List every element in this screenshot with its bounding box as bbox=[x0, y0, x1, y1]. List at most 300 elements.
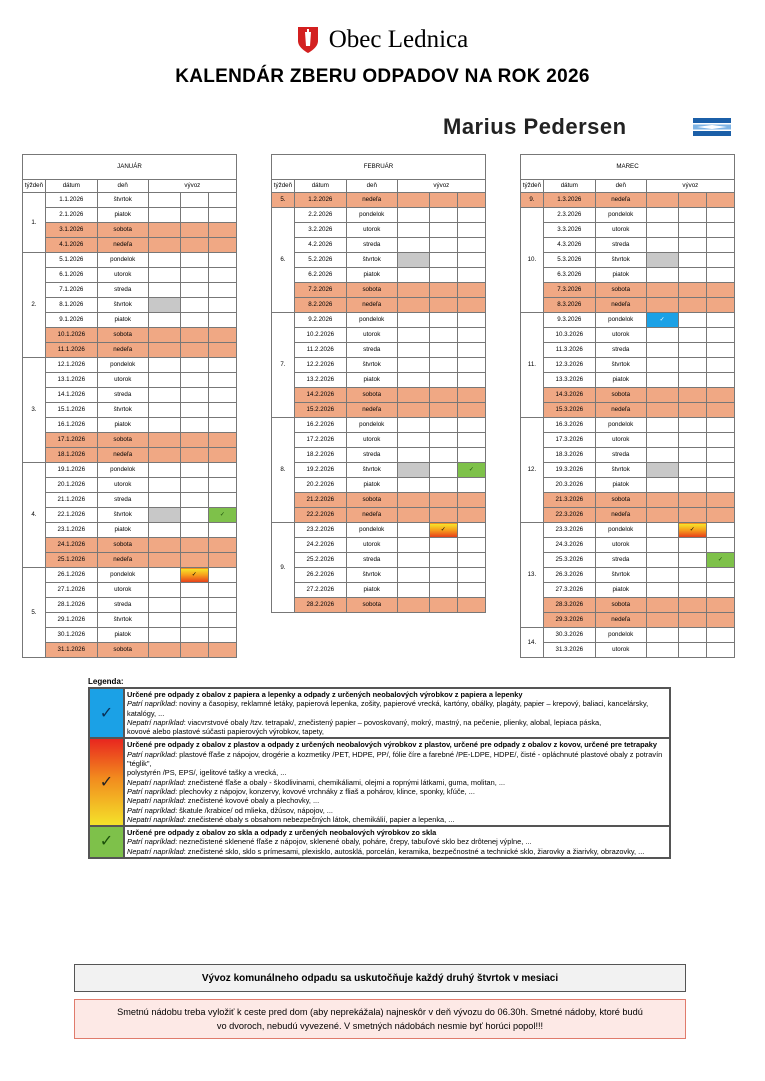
pickup-cell bbox=[208, 493, 236, 508]
date-cell: 10.2.2026 bbox=[294, 328, 346, 343]
date-cell: 25.3.2026 bbox=[543, 553, 595, 568]
pickup-cell bbox=[457, 418, 485, 433]
pickup-cell bbox=[457, 358, 485, 373]
day-cell: utorok bbox=[346, 433, 397, 448]
calendar-row bbox=[272, 283, 486, 298]
pickup-cell bbox=[148, 208, 180, 223]
calendar-row bbox=[23, 643, 237, 658]
legend-desc: : znečistené kovové obaly a plechovky, ... bbox=[183, 796, 320, 806]
date-cell: 22.1.2026 bbox=[45, 508, 97, 523]
calendar-row bbox=[23, 508, 237, 523]
date-cell: 7.2.2026 bbox=[294, 283, 346, 298]
pickup-cell bbox=[457, 238, 485, 253]
calendar-row bbox=[23, 478, 237, 493]
pickup-cell bbox=[457, 583, 485, 598]
date-cell: 15.2.2026 bbox=[294, 403, 346, 418]
day-cell: utorok bbox=[595, 538, 646, 553]
calendar-row bbox=[23, 388, 237, 403]
day-cell: utorok bbox=[346, 538, 397, 553]
legend-line bbox=[127, 837, 667, 846]
pickup-cell bbox=[706, 253, 734, 268]
calendar-row bbox=[272, 448, 486, 463]
date-cell: 28.3.2026 bbox=[543, 598, 595, 613]
day-cell: sobota bbox=[595, 598, 646, 613]
day-cell: piatok bbox=[97, 208, 148, 223]
date-cell: 11.3.2026 bbox=[543, 343, 595, 358]
pickup-cell bbox=[180, 628, 208, 643]
pickup-cell bbox=[180, 493, 208, 508]
day-cell: sobota bbox=[346, 598, 397, 613]
pickup-cell bbox=[678, 568, 706, 583]
calendar-row bbox=[23, 583, 237, 598]
date-cell: 12.3.2026 bbox=[543, 358, 595, 373]
pickup-cell bbox=[397, 223, 429, 238]
pickup-cell bbox=[429, 508, 457, 523]
month-title: MAREC bbox=[521, 155, 735, 180]
pickup-cell bbox=[678, 613, 706, 628]
day-cell: nedeľa bbox=[346, 298, 397, 313]
pickup-cell bbox=[678, 238, 706, 253]
calendar-row bbox=[23, 598, 237, 613]
pickup-cell bbox=[397, 268, 429, 283]
date-cell: 31.3.2026 bbox=[543, 643, 595, 658]
pickup-cell bbox=[208, 418, 236, 433]
pickup-cell bbox=[180, 598, 208, 613]
date-cell: 6.3.2026 bbox=[543, 268, 595, 283]
date-cell: 28.1.2026 bbox=[45, 598, 97, 613]
pickup-cell bbox=[646, 418, 678, 433]
pickup-cell bbox=[678, 598, 706, 613]
pickup-cell bbox=[148, 283, 180, 298]
day-cell: piatok bbox=[97, 628, 148, 643]
legend-term: Patrí napríklad bbox=[127, 699, 176, 709]
pickup-cell bbox=[429, 223, 457, 238]
pickup-cell bbox=[706, 538, 734, 553]
pickup-cell bbox=[706, 418, 734, 433]
pickup-cell bbox=[180, 328, 208, 343]
pickup-cell bbox=[208, 538, 236, 553]
date-cell: 19.1.2026 bbox=[45, 463, 97, 478]
week-number: 3. bbox=[23, 358, 46, 463]
pickup-cell bbox=[706, 268, 734, 283]
week-number: 9. bbox=[272, 523, 295, 613]
waste-marker bbox=[646, 253, 678, 268]
pickup-cell bbox=[457, 448, 485, 463]
day-cell: streda bbox=[595, 343, 646, 358]
calendar-row bbox=[521, 343, 735, 358]
pickup-cell bbox=[208, 448, 236, 463]
week-number: 5. bbox=[23, 568, 46, 658]
week-number: 12. bbox=[521, 418, 544, 523]
day-cell: utorok bbox=[346, 328, 397, 343]
pickup-cell bbox=[706, 388, 734, 403]
week-number: 14. bbox=[521, 628, 544, 658]
pickup-cell bbox=[706, 403, 734, 418]
day-cell: piatok bbox=[346, 583, 397, 598]
pickup-cell bbox=[180, 643, 208, 658]
calendar-row bbox=[272, 463, 486, 478]
calendar-row bbox=[521, 523, 735, 538]
date-cell: 24.1.2026 bbox=[45, 538, 97, 553]
calendar-row bbox=[23, 373, 237, 388]
pickup-cell bbox=[180, 583, 208, 598]
pickup-cell bbox=[646, 388, 678, 403]
legend-label: Legenda: bbox=[88, 677, 124, 686]
date-cell: 18.1.2026 bbox=[45, 448, 97, 463]
date-cell: 8.3.2026 bbox=[543, 298, 595, 313]
calendar-row bbox=[23, 193, 237, 208]
pickup-cell bbox=[148, 373, 180, 388]
date-cell: 25.2.2026 bbox=[294, 553, 346, 568]
legend-desc: : viacvrstvové obaly /tzv. tetrapak/, znečistený papier – povoskovaný, mokrý, mastný, na pečenie, plienky, alobal, lepiaca páska, bbox=[183, 717, 602, 727]
pickup-cell bbox=[429, 598, 457, 613]
calendar-row bbox=[521, 268, 735, 283]
pickup-cell bbox=[397, 193, 429, 208]
date-cell: 15.3.2026 bbox=[543, 403, 595, 418]
legend-line bbox=[127, 806, 667, 815]
glass-check-icon: ✓ bbox=[706, 553, 734, 568]
pickup-cell bbox=[148, 493, 180, 508]
municipality-header bbox=[0, 22, 765, 58]
calendar-row bbox=[23, 343, 237, 358]
calendar-row bbox=[23, 418, 237, 433]
day-cell: štvrtok bbox=[595, 358, 646, 373]
pickup-cell bbox=[208, 388, 236, 403]
day-cell: sobota bbox=[595, 493, 646, 508]
day-cell: piatok bbox=[595, 478, 646, 493]
date-cell: 1.1.2026 bbox=[45, 193, 97, 208]
pickup-cell bbox=[457, 283, 485, 298]
pickup-cell bbox=[397, 583, 429, 598]
pickup-cell bbox=[429, 268, 457, 283]
calendar-row bbox=[23, 268, 237, 283]
date-cell: 3.1.2026 bbox=[45, 223, 97, 238]
calendar-row bbox=[521, 298, 735, 313]
pickup-cell bbox=[397, 493, 429, 508]
day-cell: pondelok bbox=[97, 463, 148, 478]
date-cell: 29.1.2026 bbox=[45, 613, 97, 628]
legend-line: Určené pre odpady z obalov z papiera a lepenky a odpady z určených neobalových výrobkov z papiera a lepenky bbox=[127, 690, 523, 699]
plastic-check-icon: ✓ bbox=[429, 523, 457, 538]
calendar-row bbox=[521, 223, 735, 238]
week-number: 2. bbox=[23, 253, 46, 358]
calendar-row bbox=[23, 538, 237, 553]
pickup-cell bbox=[678, 418, 706, 433]
calendar-february bbox=[271, 154, 486, 613]
legend-line: polystyrén /PS, EPS/, igelitové tašky a vrecká, ... bbox=[127, 768, 287, 778]
pickup-cell bbox=[706, 208, 734, 223]
calendar-row bbox=[521, 583, 735, 598]
day-cell: utorok bbox=[595, 433, 646, 448]
pickup-cell bbox=[429, 253, 457, 268]
pickup-cell bbox=[706, 628, 734, 643]
legend-line bbox=[127, 699, 667, 718]
day-cell: utorok bbox=[595, 223, 646, 238]
calendar-row bbox=[23, 613, 237, 628]
pickup-cell bbox=[397, 208, 429, 223]
calendar-row bbox=[272, 493, 486, 508]
legend-item-glass bbox=[89, 826, 670, 858]
date-cell: 18.2.2026 bbox=[294, 448, 346, 463]
pickup-cell bbox=[429, 403, 457, 418]
pickup-cell bbox=[706, 613, 734, 628]
calendar-row bbox=[272, 268, 486, 283]
pickup-cell bbox=[397, 403, 429, 418]
pickup-cell bbox=[397, 313, 429, 328]
pickup-cell bbox=[148, 403, 180, 418]
pickup-cell bbox=[148, 478, 180, 493]
pickup-cell bbox=[429, 553, 457, 568]
calendar-row bbox=[23, 298, 237, 313]
day-cell: pondelok bbox=[346, 418, 397, 433]
pickup-cell bbox=[457, 523, 485, 538]
calendar-row bbox=[521, 193, 735, 208]
pickup-cell bbox=[180, 418, 208, 433]
pickup-cell bbox=[180, 253, 208, 268]
day-cell: štvrtok bbox=[346, 568, 397, 583]
col-week: týždeň bbox=[521, 180, 544, 193]
day-cell: pondelok bbox=[346, 208, 397, 223]
pickup-cell bbox=[397, 553, 429, 568]
date-cell: 3.3.2026 bbox=[543, 223, 595, 238]
pickup-cell bbox=[397, 418, 429, 433]
calendar-row bbox=[23, 253, 237, 268]
pickup-cell bbox=[148, 523, 180, 538]
week-number: 1. bbox=[23, 193, 46, 253]
pickup-cell bbox=[180, 238, 208, 253]
pickup-cell bbox=[180, 403, 208, 418]
date-cell: 20.1.2026 bbox=[45, 478, 97, 493]
pickup-cell bbox=[397, 298, 429, 313]
pickup-cell bbox=[208, 553, 236, 568]
pickup-cell bbox=[457, 268, 485, 283]
plastic-check-icon: ✓ bbox=[180, 568, 208, 583]
date-cell: 7.3.2026 bbox=[543, 283, 595, 298]
date-cell: 22.2.2026 bbox=[294, 508, 346, 523]
calendar-row bbox=[23, 628, 237, 643]
date-cell: 22.3.2026 bbox=[543, 508, 595, 523]
pickup-cell bbox=[678, 373, 706, 388]
week-number: 7. bbox=[272, 313, 295, 418]
date-cell: 24.3.2026 bbox=[543, 538, 595, 553]
pickup-cell bbox=[678, 283, 706, 298]
pickup-cell bbox=[429, 298, 457, 313]
pickup-cell bbox=[148, 463, 180, 478]
pickup-cell bbox=[208, 238, 236, 253]
date-cell: 18.3.2026 bbox=[543, 448, 595, 463]
pickup-cell bbox=[678, 493, 706, 508]
date-cell: 27.2.2026 bbox=[294, 583, 346, 598]
calendar-row bbox=[521, 388, 735, 403]
pickup-cell bbox=[457, 508, 485, 523]
pickup-cell bbox=[397, 373, 429, 388]
date-cell: 26.2.2026 bbox=[294, 568, 346, 583]
pickup-cell bbox=[148, 253, 180, 268]
col-week: týždeň bbox=[272, 180, 295, 193]
pickup-cell bbox=[678, 253, 706, 268]
pickup-cell bbox=[646, 478, 678, 493]
date-cell: 13.2.2026 bbox=[294, 373, 346, 388]
date-cell: 9.3.2026 bbox=[543, 313, 595, 328]
pickup-cell bbox=[706, 643, 734, 658]
company-name: Marius Pedersen bbox=[443, 114, 627, 139]
pickup-cell bbox=[397, 448, 429, 463]
legend-line bbox=[127, 847, 667, 856]
pickup-cell bbox=[706, 238, 734, 253]
calendar-row bbox=[272, 433, 486, 448]
day-cell: nedeľa bbox=[346, 403, 397, 418]
pickup-cell bbox=[397, 538, 429, 553]
legend-text-paper bbox=[124, 688, 670, 738]
waste-marker bbox=[646, 463, 678, 478]
pickup-cell bbox=[646, 613, 678, 628]
pickup-cell bbox=[646, 448, 678, 463]
pickup-cell bbox=[208, 328, 236, 343]
date-cell: 2.2.2026 bbox=[294, 208, 346, 223]
date-cell: 30.1.2026 bbox=[45, 628, 97, 643]
pickup-cell bbox=[397, 283, 429, 298]
pickup-cell bbox=[646, 583, 678, 598]
date-cell: 20.2.2026 bbox=[294, 478, 346, 493]
date-cell: 29.3.2026 bbox=[543, 613, 595, 628]
pickup-cell bbox=[678, 628, 706, 643]
pickup-cell bbox=[397, 388, 429, 403]
calendar-row bbox=[23, 448, 237, 463]
date-cell: 5.3.2026 bbox=[543, 253, 595, 268]
calendar-row bbox=[272, 193, 486, 208]
pickup-cell bbox=[208, 433, 236, 448]
day-cell: sobota bbox=[346, 283, 397, 298]
pickup-cell bbox=[706, 568, 734, 583]
pickup-cell bbox=[148, 238, 180, 253]
day-cell: piatok bbox=[346, 478, 397, 493]
day-cell: štvrtok bbox=[97, 508, 148, 523]
calendar-row bbox=[521, 463, 735, 478]
date-cell: 24.2.2026 bbox=[294, 538, 346, 553]
day-cell: štvrtok bbox=[97, 298, 148, 313]
calendar-row bbox=[23, 223, 237, 238]
pickup-cell bbox=[457, 553, 485, 568]
calendar-row bbox=[272, 358, 486, 373]
pickup-cell bbox=[646, 238, 678, 253]
pickup-cell bbox=[429, 418, 457, 433]
pickup-cell bbox=[706, 448, 734, 463]
col-pickup: vývoz bbox=[148, 180, 236, 193]
pickup-cell bbox=[646, 628, 678, 643]
column-header-row bbox=[521, 180, 735, 193]
pickup-cell bbox=[457, 373, 485, 388]
calendar-row bbox=[272, 553, 486, 568]
day-cell: pondelok bbox=[595, 418, 646, 433]
pickup-cell bbox=[457, 433, 485, 448]
pickup-cell bbox=[646, 433, 678, 448]
pickup-cell bbox=[457, 478, 485, 493]
calendar-row bbox=[23, 403, 237, 418]
pickup-cell bbox=[180, 613, 208, 628]
pickup-cell bbox=[148, 433, 180, 448]
pickup-cell bbox=[706, 343, 734, 358]
pickup-cell bbox=[180, 463, 208, 478]
legend-desc: : znečistené sklo, sklo s prímesami, plexisklo, autosklá, porcelán, keramika, bezpečnostné a technické sklo, žiarovky a žiarivky, obrazovky, ... bbox=[183, 846, 645, 856]
pickup-cell bbox=[148, 223, 180, 238]
calendar-row bbox=[521, 418, 735, 433]
day-cell: nedeľa bbox=[97, 448, 148, 463]
calendar-row bbox=[521, 478, 735, 493]
legend-item-paper bbox=[89, 688, 670, 738]
pickup-cell bbox=[429, 568, 457, 583]
pickup-cell bbox=[208, 358, 236, 373]
date-cell: 26.3.2026 bbox=[543, 568, 595, 583]
calendar-row bbox=[521, 643, 735, 658]
col-date: dátum bbox=[294, 180, 346, 193]
waste-note: Vývoz komunálneho odpadu sa uskutočňuje každý druhý štvrtok v mesiaci bbox=[74, 964, 686, 992]
month-header-row bbox=[521, 155, 735, 180]
pickup-cell bbox=[646, 598, 678, 613]
pickup-cell bbox=[457, 403, 485, 418]
date-cell: 4.2.2026 bbox=[294, 238, 346, 253]
legend-term: Patrí napríklad bbox=[127, 837, 176, 847]
day-cell: sobota bbox=[595, 283, 646, 298]
day-cell: štvrtok bbox=[595, 463, 646, 478]
pickup-cell bbox=[678, 388, 706, 403]
day-cell: streda bbox=[346, 553, 397, 568]
date-cell: 30.3.2026 bbox=[543, 628, 595, 643]
pickup-cell bbox=[457, 253, 485, 268]
pickup-cell bbox=[180, 298, 208, 313]
date-cell: 5.1.2026 bbox=[45, 253, 97, 268]
day-cell: nedeľa bbox=[97, 343, 148, 358]
day-cell: utorok bbox=[595, 328, 646, 343]
pickup-cell bbox=[429, 343, 457, 358]
legend-line: kovové alebo plastové súčasti papierových výrobkov, tapety, bbox=[127, 727, 324, 737]
calendar-row bbox=[272, 298, 486, 313]
day-cell: pondelok bbox=[97, 358, 148, 373]
calendar-row bbox=[272, 373, 486, 388]
pickup-cell bbox=[429, 373, 457, 388]
month-title: JANUÁR bbox=[23, 155, 237, 180]
waste-marker bbox=[397, 463, 429, 478]
pickup-cell bbox=[646, 328, 678, 343]
pickup-cell bbox=[180, 538, 208, 553]
calendar-row bbox=[521, 403, 735, 418]
pickup-cell bbox=[397, 328, 429, 343]
notice-line: vo dvoroch, nebudú vyvezené. V smetných nádobách nesmie byť horúci popol!!! bbox=[216, 1021, 544, 1031]
waste-marker bbox=[148, 508, 180, 523]
pickup-cell bbox=[208, 463, 236, 478]
month-header-row bbox=[23, 155, 237, 180]
pickup-cell bbox=[397, 523, 429, 538]
date-cell: 17.2.2026 bbox=[294, 433, 346, 448]
date-cell: 10.1.2026 bbox=[45, 328, 97, 343]
pickup-cell bbox=[457, 328, 485, 343]
bin-notice bbox=[74, 999, 686, 1039]
calendar-march bbox=[520, 154, 735, 658]
calendar-row bbox=[521, 373, 735, 388]
date-cell: 20.3.2026 bbox=[543, 478, 595, 493]
pickup-cell bbox=[208, 313, 236, 328]
pickup-cell bbox=[646, 403, 678, 418]
month-header-row bbox=[272, 155, 486, 180]
pickup-cell bbox=[429, 448, 457, 463]
calendar-row bbox=[272, 343, 486, 358]
pickup-cell bbox=[148, 328, 180, 343]
day-cell: nedeľa bbox=[595, 403, 646, 418]
pickup-cell bbox=[646, 568, 678, 583]
pickup-cell bbox=[397, 508, 429, 523]
pickup-cell bbox=[148, 313, 180, 328]
pickup-cell bbox=[706, 433, 734, 448]
date-cell: 12.2.2026 bbox=[294, 358, 346, 373]
